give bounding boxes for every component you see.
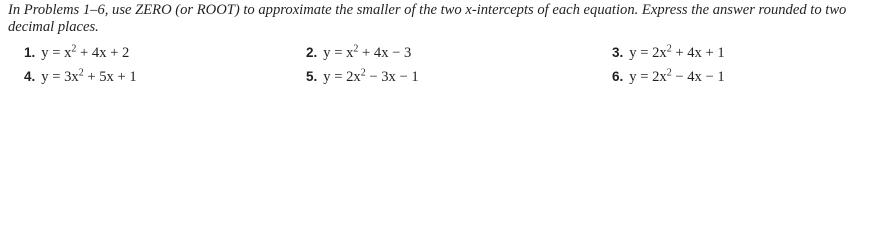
problem-number: 4. — [24, 69, 36, 84]
problem-2 — [306, 44, 411, 62]
problem-4 — [24, 68, 137, 86]
equation: $y = 3x^2 + 5x + 1$ — [41, 67, 137, 85]
problem-1 — [24, 44, 129, 62]
instructions-text: In Problems 1–6, use ZERO (or ROOT) to approximate the smaller of the two x-intercepts of each equation. Express the answer rounded to two decimal places. — [8, 2, 847, 35]
problem-number: 5. — [306, 69, 318, 84]
problem-3 — [612, 44, 725, 62]
problem-number: 3. — [612, 45, 624, 60]
equation: $y = x^2 + 4x - 3$ — [323, 43, 412, 61]
problem-number: 2. — [306, 45, 318, 60]
problem-6 — [612, 68, 725, 86]
problem-number: 6. — [612, 69, 624, 84]
problem-number: 1. — [24, 45, 36, 60]
equation: $y = 2x^2 - 4x - 1$ — [629, 67, 725, 85]
equation: $y = x^2 + 4x + 2$ — [41, 43, 130, 61]
equation: $y = 2x^2 - 3x - 1$ — [323, 67, 419, 85]
problem-5 — [306, 68, 419, 86]
equation: $y = 2x^2 + 4x + 1$ — [629, 43, 725, 61]
